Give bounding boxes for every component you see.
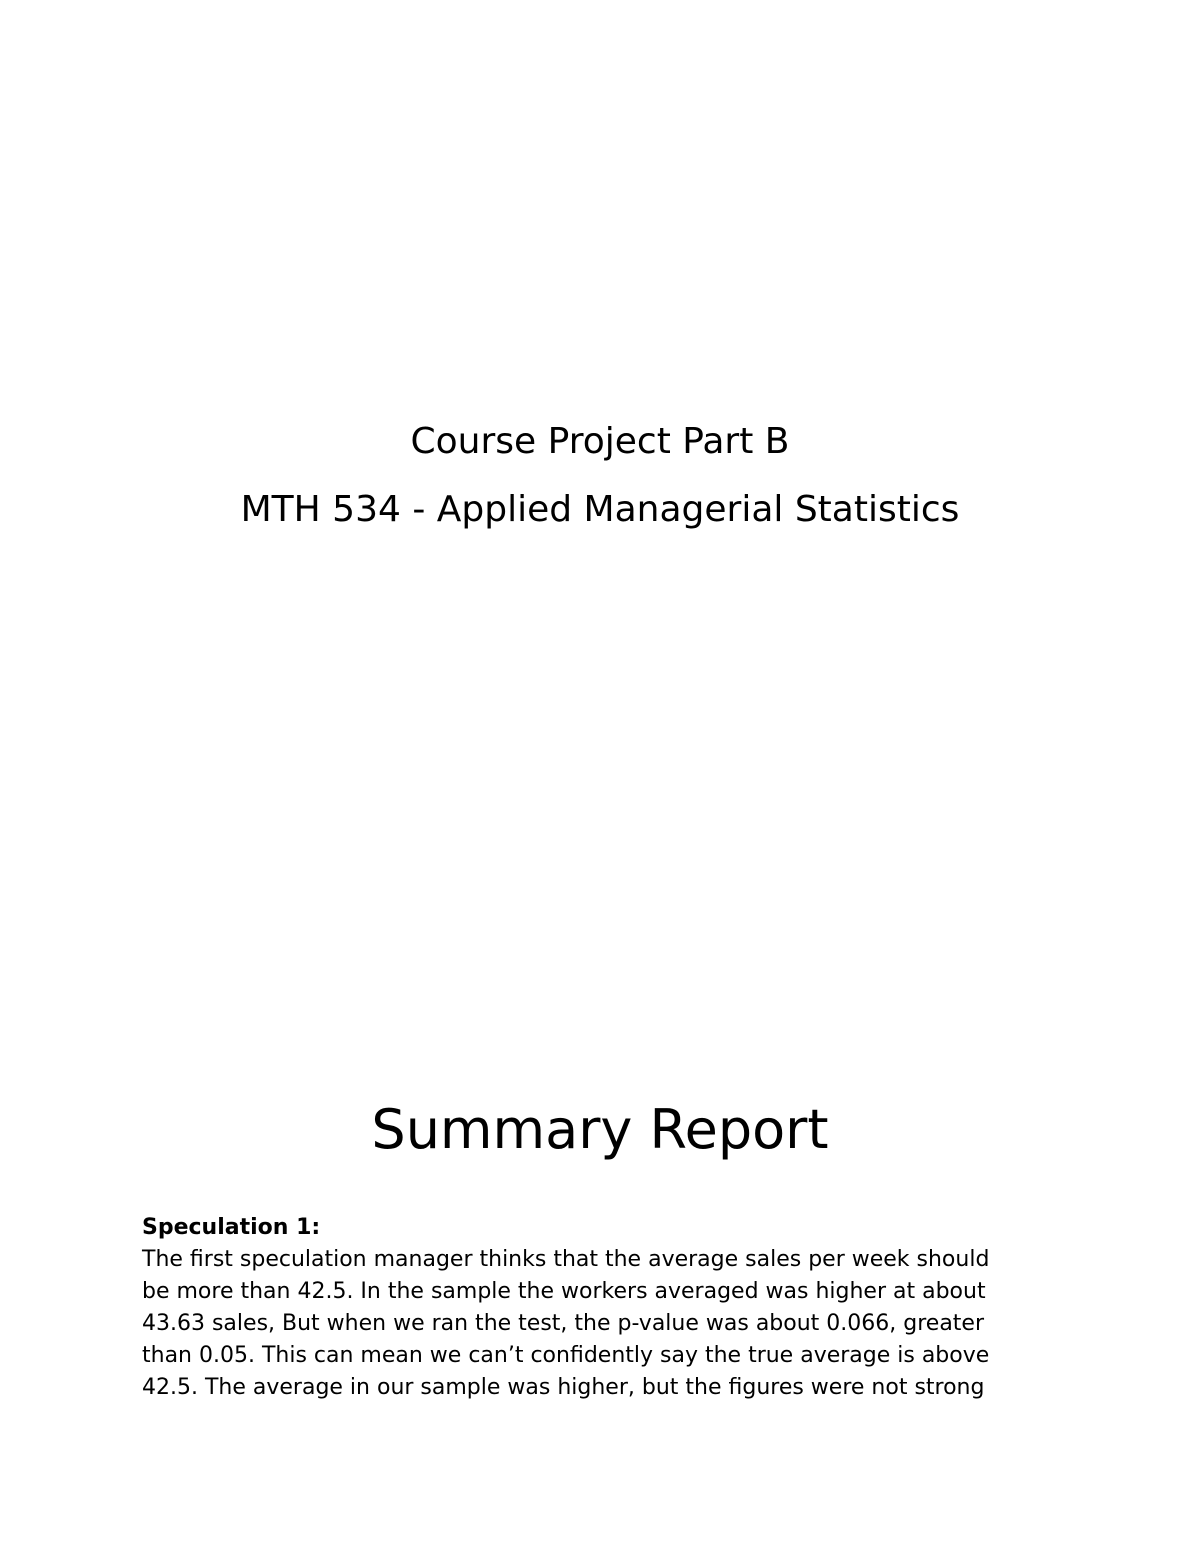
speculation-1-line: be more than 42.5. In the sample the workers averaged was higher at about <box>142 1279 986 1304</box>
speculation-1-section <box>142 1212 1072 1404</box>
speculation-1-line: The first speculation manager thinks that the average sales per week should <box>142 1247 990 1272</box>
speculation-1-line: 42.5. The average in our sample was higher, but the figures were not strong <box>142 1375 985 1400</box>
speculation-1-label: Speculation 1: <box>142 1215 321 1240</box>
speculation-1-line: 43.63 sales, But when we ran the test, the p-value was about 0.066, greater <box>142 1311 985 1336</box>
summary-report-heading: Summary Report <box>371 1098 829 1161</box>
course-subtitle: MTH 534 - Applied Managerial Statistics <box>240 489 960 530</box>
speculation-1-line: than 0.05. This can mean we can’t confidently say the true average is above <box>142 1343 990 1368</box>
course-title: Course Project Part B <box>410 421 790 462</box>
